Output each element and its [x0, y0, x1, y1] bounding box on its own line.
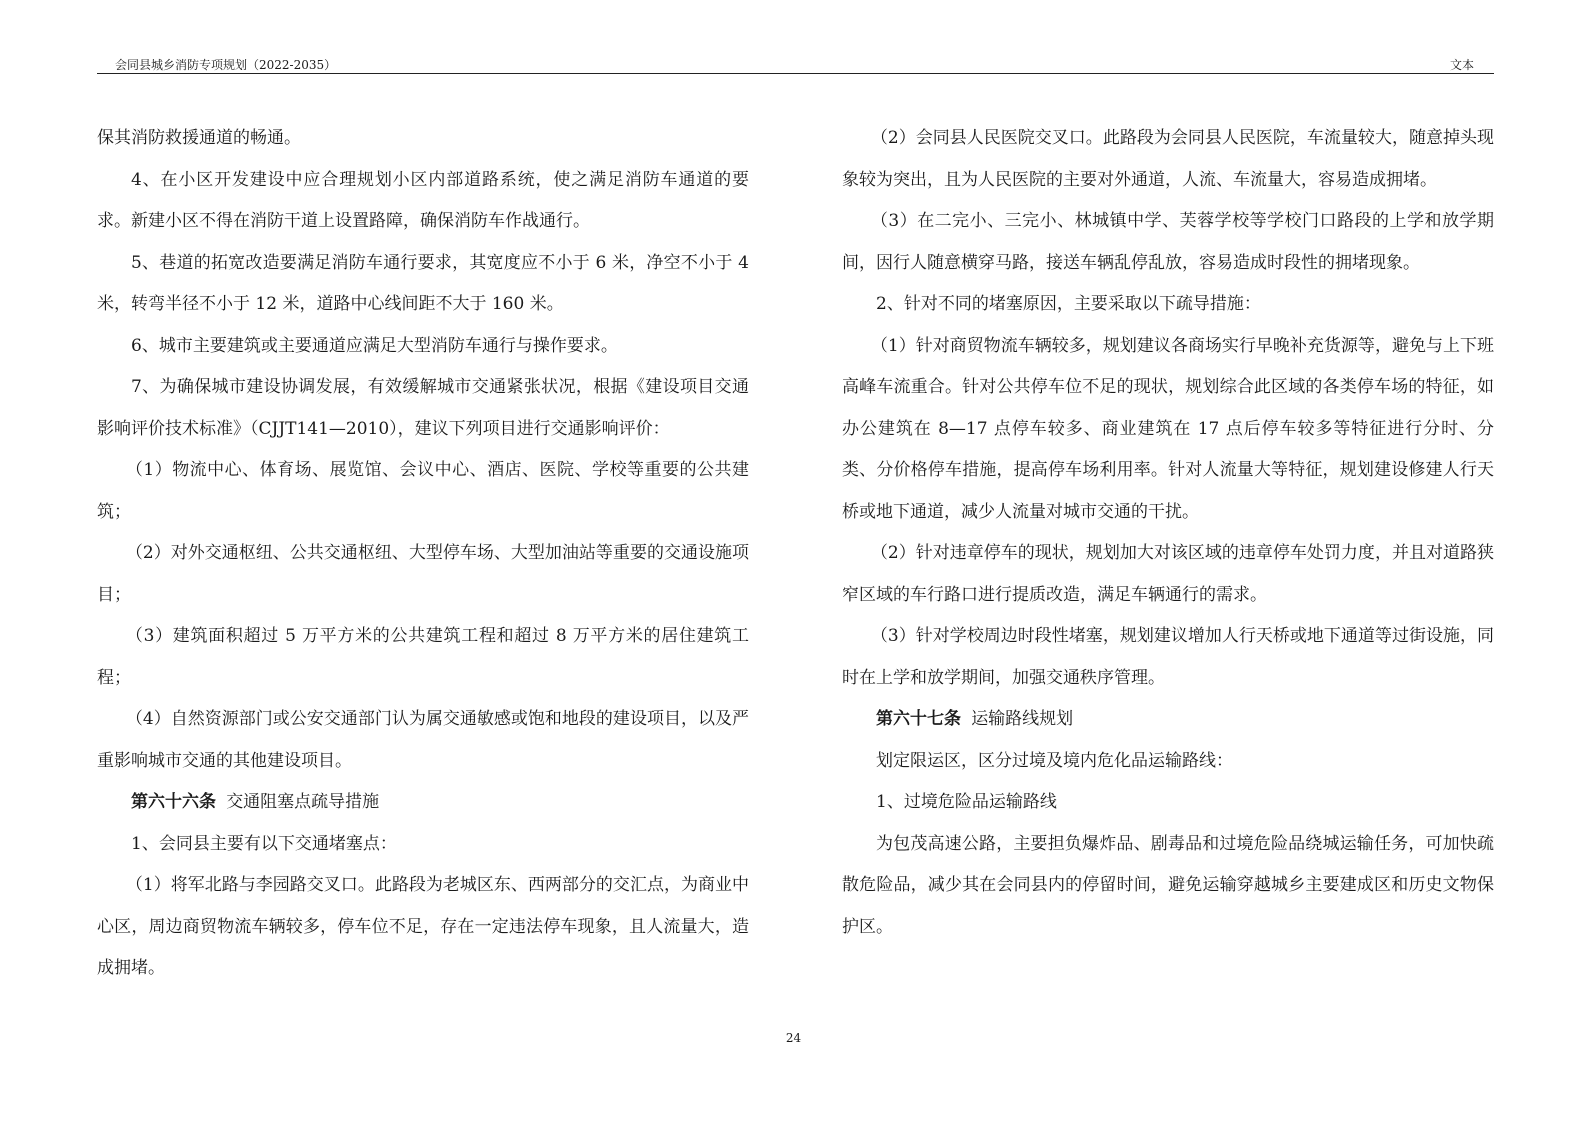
article-heading-67 — [842, 699, 1494, 741]
list-item: （2）会同县人民医院交叉口。此路段为会同县人民医院，车流量较大，随意掉头现象较为突出，且为人民医院的主要对外通道，人流、车流量大，容易造成拥堵。 — [842, 128, 1494, 190]
article-number: 第六十七条 — [876, 709, 961, 729]
list-item: （1）物流中心、体育场、展览馆、会议中心、酒店、医院、学校等重要的公共建筑； — [97, 460, 749, 522]
paragraph: 为包茂高速公路，主要担负爆炸品、剧毒品和过境危险品绕城运输任务，可加快疏散危险品，减少其在会同县内的停留时间，避免运输穿越城乡主要建成区和历史文物保护区。 — [842, 833, 1494, 937]
list-item: （3）在二完小、三完小、林城镇中学、芙蓉学校等学校门口路段的上学和放学期间，因行人随意横穿马路，接送车辆乱停乱放，容易造成时段性的拥堵现象。 — [842, 211, 1494, 273]
list-item: （3）建筑面积超过 5 万平方米的公共建筑工程和超过 8 万平方米的居住建筑工程； — [97, 626, 749, 688]
paragraph: 保其消防救援通道的畅通。 — [97, 128, 301, 148]
running-header — [97, 56, 1494, 74]
article-title: 交通阻塞点疏导措施 — [226, 792, 380, 812]
list-item: （3）针对学校周边时段性堵塞，规划建议增加人行天桥或地下通道等过街设施，同时在上学和放学期间，加强交通秩序管理。 — [842, 626, 1494, 688]
paragraph: 4、在小区开发建设中应合理规划小区内部道路系统，使之满足消防车通道的要求。新建小区不得在消防干道上设置路障，确保消防车作战通行。 — [97, 169, 749, 231]
article-title: 运输路线规划 — [971, 709, 1074, 729]
list-item: （2）对外交通枢纽、公共交通枢纽、大型停车场、大型加油站等重要的交通设施项目； — [97, 543, 749, 605]
paragraph: 1、过境危险品运输路线 — [876, 792, 1057, 812]
list-item: （1）针对商贸物流车辆较多，规划建议各商场实行早晚补充货源等，避免与上下班高峰车流重合。针对公共停车位不足的现状，规划综合此区域的各类停车场的特征，如办公建筑在 8—17 点停车较多、商业建筑在 17 点后停车较多等特征进行分时、分类、分价格停车措施，提高停车场利用率。针对人流量大等特征，规划建设修建人行天桥或地下通道，减少人流量对城市交通的干扰。 — [842, 335, 1494, 522]
document-title: 会同县城乡消防专项规划（2022-2035） — [115, 58, 337, 72]
page-number: 24 — [785, 1031, 802, 1045]
paragraph: 5、巷道的拓宽改造要满足消防车通行要求，其宽度应不小于 6 米，净空不小于 4 米，转弯半径不小于 12 米，道路中心线间距不大于 160 米。 — [97, 252, 749, 314]
article-heading-66 — [97, 782, 749, 824]
header-divider — [97, 73, 1494, 74]
paragraph: 划定限运区，区分过境及境内危化品运输路线： — [876, 750, 1233, 771]
section-label: 文本 — [1449, 58, 1474, 72]
article-number: 第六十六条 — [131, 792, 216, 812]
paragraph: 6、城市主要建筑或主要通道应满足大型消防车通行与操作要求。 — [131, 335, 618, 356]
paragraph: 1、会同县主要有以下交通堵塞点： — [131, 833, 397, 854]
list-item: （1）将军北路与李园路交叉口。此路段为老城区东、西两部分的交汇点，为商业中心区，周边商贸物流车辆较多，停车位不足，存在一定违法停车现象，且人流量大，造成拥堵。 — [97, 875, 749, 978]
list-item: （2）针对违章停车的现状，规划加大对该区域的违章停车处罚力度，并且对道路狭窄区域的车行路口进行提质改造，满足车辆通行的需求。 — [842, 543, 1494, 605]
right-column — [842, 118, 1494, 948]
left-column — [97, 118, 749, 990]
paragraph: 2、针对不同的堵塞原因，主要采取以下疏导措施： — [876, 294, 1261, 314]
list-item: （4）自然资源部门或公安交通部门认为属交通敏感或饱和地段的建设项目，以及严重影响城市交通的其他建设项目。 — [97, 709, 749, 771]
paragraph: 7、为确保城市建设协调发展，有效缓解城市交通紧张状况，根据《建设项目交通影响评价技术标准》（CJJT141—2010），建议下列项目进行交通影响评价： — [97, 377, 749, 439]
